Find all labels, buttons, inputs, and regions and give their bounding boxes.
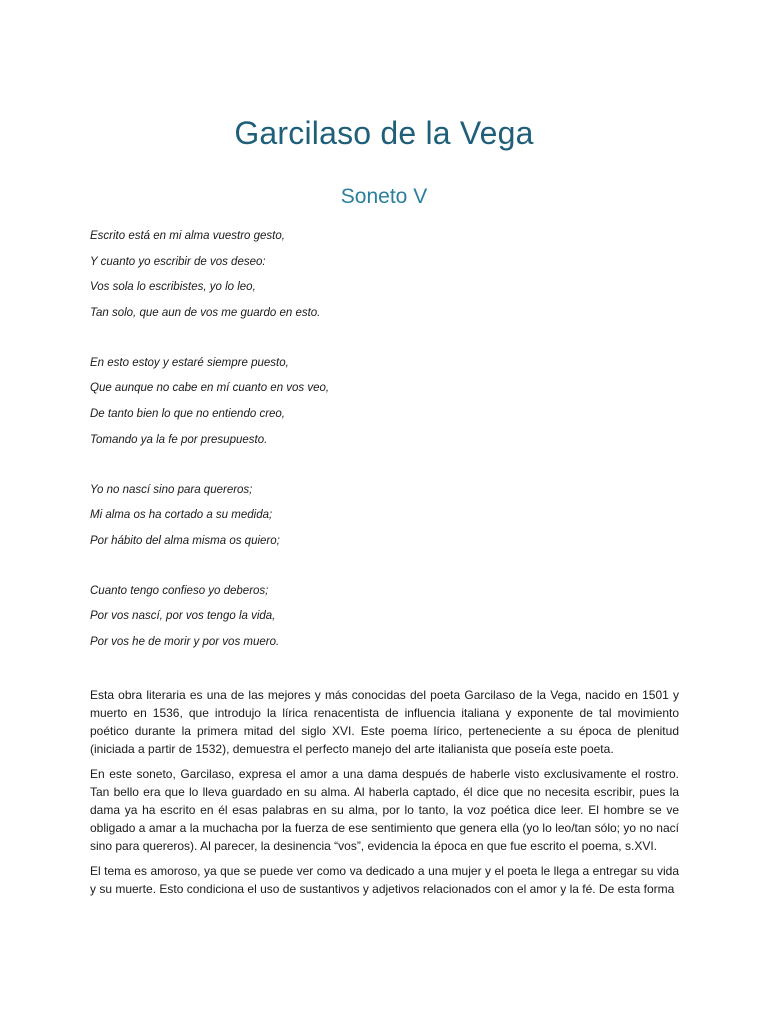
verse-line: Por vos he de morir y por vos muero. <box>90 635 280 648</box>
verse-line: Escrito está en mi alma vuestro gesto, <box>90 230 285 242</box>
stanza <box>90 478 690 555</box>
poem <box>90 224 690 680</box>
verse-line: Tan solo, que aun de vos me guardo en esto. <box>90 307 321 320</box>
stanza <box>90 579 690 656</box>
commentary-paragraph: En este soneto, Garcilaso, expresa el amor a una dama después de haberle visto exclusivamente el rostro. Tan bello era que lo lleva guardado en su alma. Al haberla captado, él dice que no necesita escribir, pues la dama ya ha escrito en él esas palabras en su alma, por lo tanto, la voz poética dice leer. El hombre se ve obligado a amar a la muchacha por la fuerza de ese sentimiento que genera ella (yo lo leo/tan sólo; yo no nací sino para quereros). Al parecer, la desinencia “vos”, evidencia la época en que fue escrito el poema, s.XVI. <box>90 767 679 853</box>
verse-line: Por vos nascí, por vos tengo la vida, <box>90 610 276 623</box>
verse-line: Yo no nascí sino para quereros; <box>90 483 253 496</box>
verse-line: Y cuanto yo escribir de vos deseo: <box>90 255 266 268</box>
stanza <box>90 224 690 327</box>
commentary-paragraph: Esta obra literaria es una de las mejores y más conocidas del poeta Garcilaso de la Vega, nacido en 1501 y muerto en 1536, que introdujo la lírica renacentista de influencia italiana y exponente de tal movimiento poético durante la primera mitad del siglo XVI. Este poema lírico, perteneciente a su época de plenitud (iniciada a partir de 1532), demuestra el perfecto manejo del arte italianista que poseía este poeta. <box>90 688 679 756</box>
verse-line: Vos sola lo escribistes, yo lo leo, <box>90 281 256 294</box>
document-title: Garcilaso de la Vega <box>234 115 534 152</box>
verse-line: En esto estoy y estaré siempre puesto, <box>90 356 289 369</box>
stanza <box>90 351 690 454</box>
commentary-paragraph: El tema es amoroso, ya que se puede ver como va dedicado a una mujer y el poeta le llega a entregar su vida y su muerte. Esto condiciona el uso de sustantivos y adjetivos relacionados con el amor y la fé. De esta forma <box>90 864 679 896</box>
verse-line: Por hábito del alma misma os quiero; <box>90 534 280 547</box>
verse-line: De tanto bien lo que no entiendo creo, <box>90 408 286 421</box>
verse-line: Que aunque no cabe en mí cuanto en vos veo, <box>90 382 330 395</box>
verse-line: Mi alma os ha cortado a su medida; <box>90 509 273 522</box>
verse-line: Tomando ya la fe por presupuesto. <box>90 433 268 446</box>
poem-title: Soneto V <box>340 185 428 209</box>
commentary <box>90 686 679 905</box>
verse-line: Cuanto tengo confieso yo deberos; <box>90 584 269 597</box>
